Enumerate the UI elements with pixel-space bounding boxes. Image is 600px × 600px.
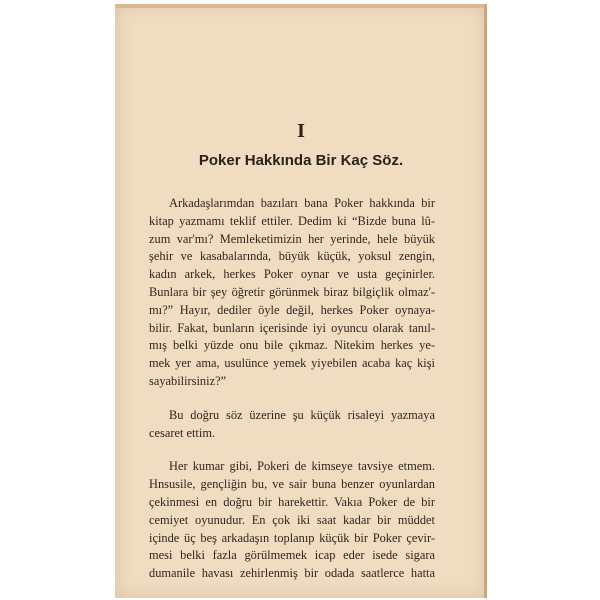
text-line: kitap yazmamı teklif ettiler. Dedim ki “Bizde buna lû- <box>149 213 435 228</box>
text-line: mı?” Hayır, dediler öyle değil, herkes Poker oynaya- <box>149 302 435 317</box>
paragraph-1 <box>149 195 435 391</box>
text-line: Bu doğru söz üzerine şu küçük risaleyi yazmaya <box>169 407 435 422</box>
body-text <box>149 195 435 583</box>
text-line: şehir ve kasabalarında, büyük küçük, yoksul zengin, <box>149 249 435 264</box>
chapter-numeral: I <box>297 120 305 142</box>
text-line: mesi belki fazla görülmemek icap eder isede sigara <box>149 548 435 563</box>
chapter-heading: Poker Hakkında Bir Kaç Söz. <box>198 152 404 169</box>
text-line: Hnsusile, gençliğin bu, ve sair buna benzer oyunlardan <box>149 477 435 492</box>
text-line: Arkadaşlarımdan bazıları bana Poker hakkında bir <box>169 196 435 210</box>
text-line: Bunlara bir şey öğretir görünmek biraz bilgiçlik olmaz'- <box>149 284 435 299</box>
text-line: zum var'mı? Memleketimizin her yerinde, hele büyük <box>149 231 435 246</box>
text-line: mek yer ama, usulünce yemek yiyebilen acaba kaç kişi <box>149 356 435 371</box>
text-line: bilir. Fakat, bunların içerisinde iyi oyuncu olarak tanıl- <box>149 320 435 335</box>
paragraph-3 <box>149 458 435 583</box>
text-line: cemiyet oyunudur. En çok iki saat kadar bir müddet <box>149 512 435 527</box>
text-line: mış belki yüzde onu bile çıkmaz. Nitekim herkes ye- <box>149 338 435 353</box>
paragraph-2 <box>149 407 435 443</box>
page-right-edge <box>484 4 487 598</box>
text-line: cesaret ettim. <box>149 425 216 440</box>
page-top-edge <box>115 4 487 8</box>
text-line: içinde üç beş arkadaşın toplanıp küçük bir Poker çevir- <box>149 530 435 545</box>
text-line: sayabilirsiniz?” <box>149 373 227 388</box>
text-line: kadın arkek, herkes Poker oynar ve usta geçinirler. <box>149 267 435 282</box>
text-line: çekinmesi en doğru bir harekettir. Vakıa Poker de bir <box>149 494 435 509</box>
text-line: Her kumar gibi, Pokeri de kimseye tavsiye etmem. <box>169 459 435 474</box>
book-page <box>115 4 487 598</box>
text-line: dumanile havası zehirlenmiş bir odada saatlerce hatta <box>149 566 435 581</box>
